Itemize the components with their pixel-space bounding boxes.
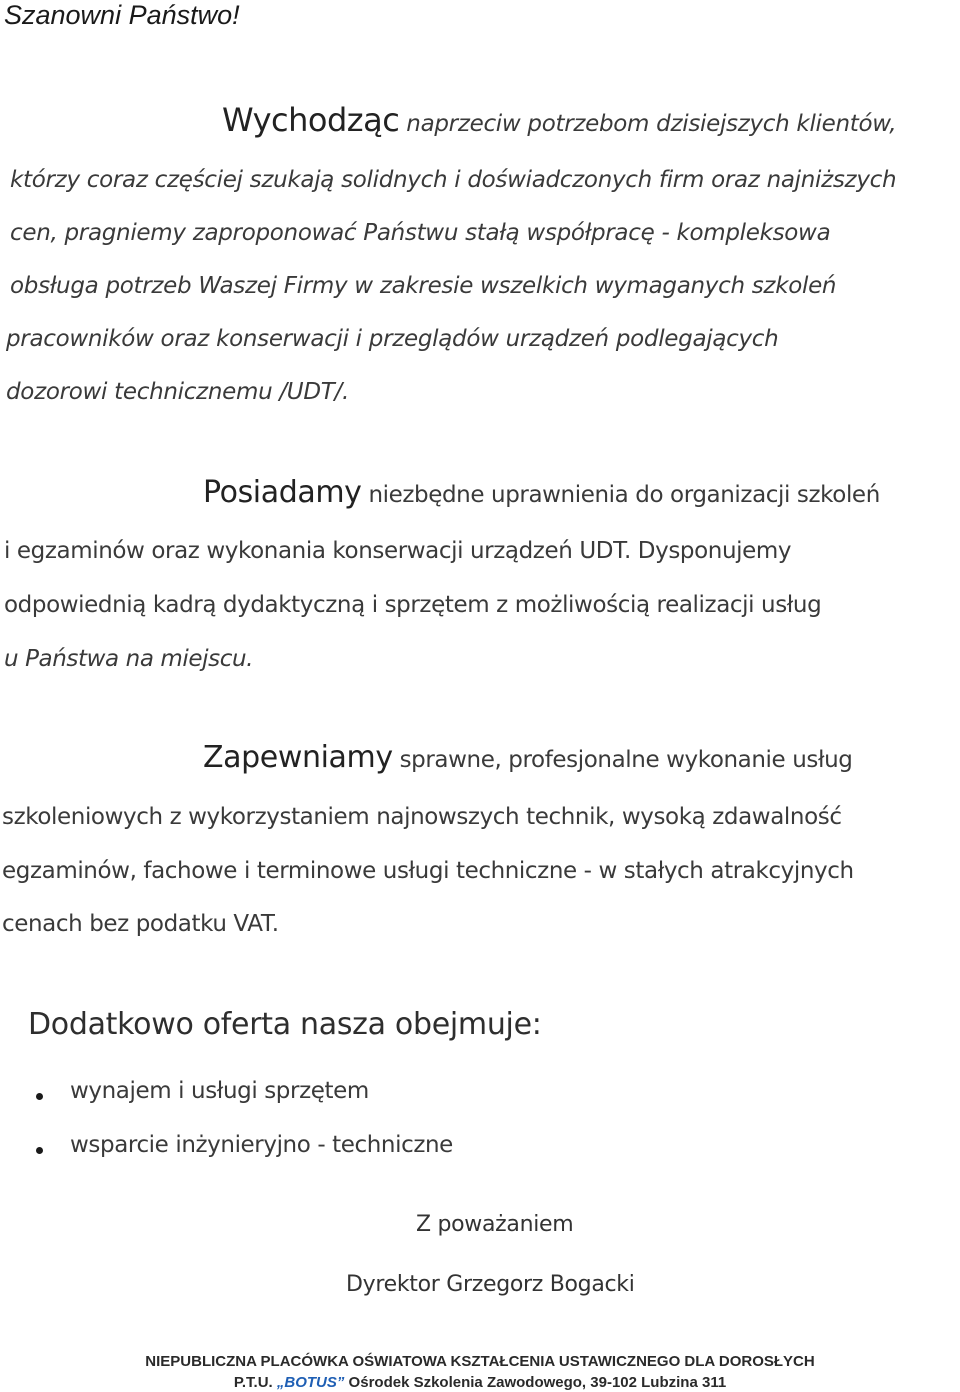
signature: Dyrektor Grzegorz Bogacki — [346, 1272, 635, 1297]
paragraph3-line3: egzaminów, fachowe i terminowe usługi techniczne - w stałych atrakcyjnych — [2, 858, 854, 884]
paragraph2-line1-rest: niezbędne uprawnienia do organizacji szkoleń — [361, 482, 880, 508]
paragraph1-line4: obsługa potrzeb Waszej Firmy w zakresie wszelkich wymaganych szkoleń — [10, 273, 837, 299]
paragraph2-line3: odpowiednią kadrą dydaktyczną i sprzętem z możliwością realizacji usług — [4, 592, 822, 618]
paragraph2-line4-text: u Państwa na miejscu. — [4, 646, 254, 672]
paragraph3-line4: cenach bez podatku VAT. — [2, 911, 279, 937]
brand-name: „BOTUS” — [276, 1374, 345, 1391]
paragraph3-lead: Zapewniamy — [203, 740, 393, 775]
footer-line1: NIEPUBLICZNA PLACÓWKA OŚWIATOWA KSZTAŁCENIA USTAWICZNEGO DLA DOROSŁYCH — [145, 1353, 815, 1370]
paragraph2-lead: Posiadamy — [203, 475, 362, 510]
offer-item: wynajem i usługi sprzętem — [70, 1078, 369, 1104]
greeting: Szanowni Państwo! — [4, 0, 240, 30]
offer-title: Dodatkowo oferta nasza obejmuje: — [28, 1007, 542, 1042]
paragraph1-line3: cen, pragniemy zaproponować Państwu stałą współpracę - kompleksowa — [10, 220, 831, 246]
paragraph2-line4 — [4, 648, 253, 671]
bullet-icon — [36, 1147, 43, 1154]
paragraph1-line2: którzy coraz częściej szukają solidnych i doświadczonych firm oraz najniższych — [10, 167, 897, 193]
paragraph1-line5: pracowników oraz konserwacji i przeglądów urządzeń podlegających — [6, 326, 779, 352]
paragraph3-line2: szkoleniowych z wykorzystaniem najnowszych technik, wysoką zdawalność — [2, 804, 842, 830]
paragraph1-line1 — [222, 101, 897, 139]
paragraph1-lead: Wychodząc — [222, 101, 400, 139]
bullet-icon — [36, 1093, 43, 1100]
paragraph2-line1 — [203, 475, 880, 510]
paragraph1-line6: dozorowi technicznemu /UDT/. — [6, 379, 349, 405]
footer-address: Ośrodek Szkolenia Zawodowego, 39-102 Lubzina 311 — [344, 1374, 727, 1391]
offer-item: wsparcie inżynieryjno - techniczne — [70, 1132, 453, 1158]
paragraph3-line1-rest: sprawne, profesjonalne wykonanie usług — [392, 747, 853, 773]
paragraph2-line2: i egzaminów oraz wykonania konserwacji urządzeń UDT. Dysponujemy — [4, 538, 792, 564]
paragraph1-line1-rest: naprzeciw potrzebom dzisiejszych klientów, — [399, 111, 897, 137]
footer-line2 — [0, 1375, 960, 1390]
footer-prefix: P.T.U. — [233, 1374, 277, 1391]
paragraph3-line1 — [203, 740, 853, 775]
closing-regards: Z poważaniem — [416, 1212, 574, 1237]
